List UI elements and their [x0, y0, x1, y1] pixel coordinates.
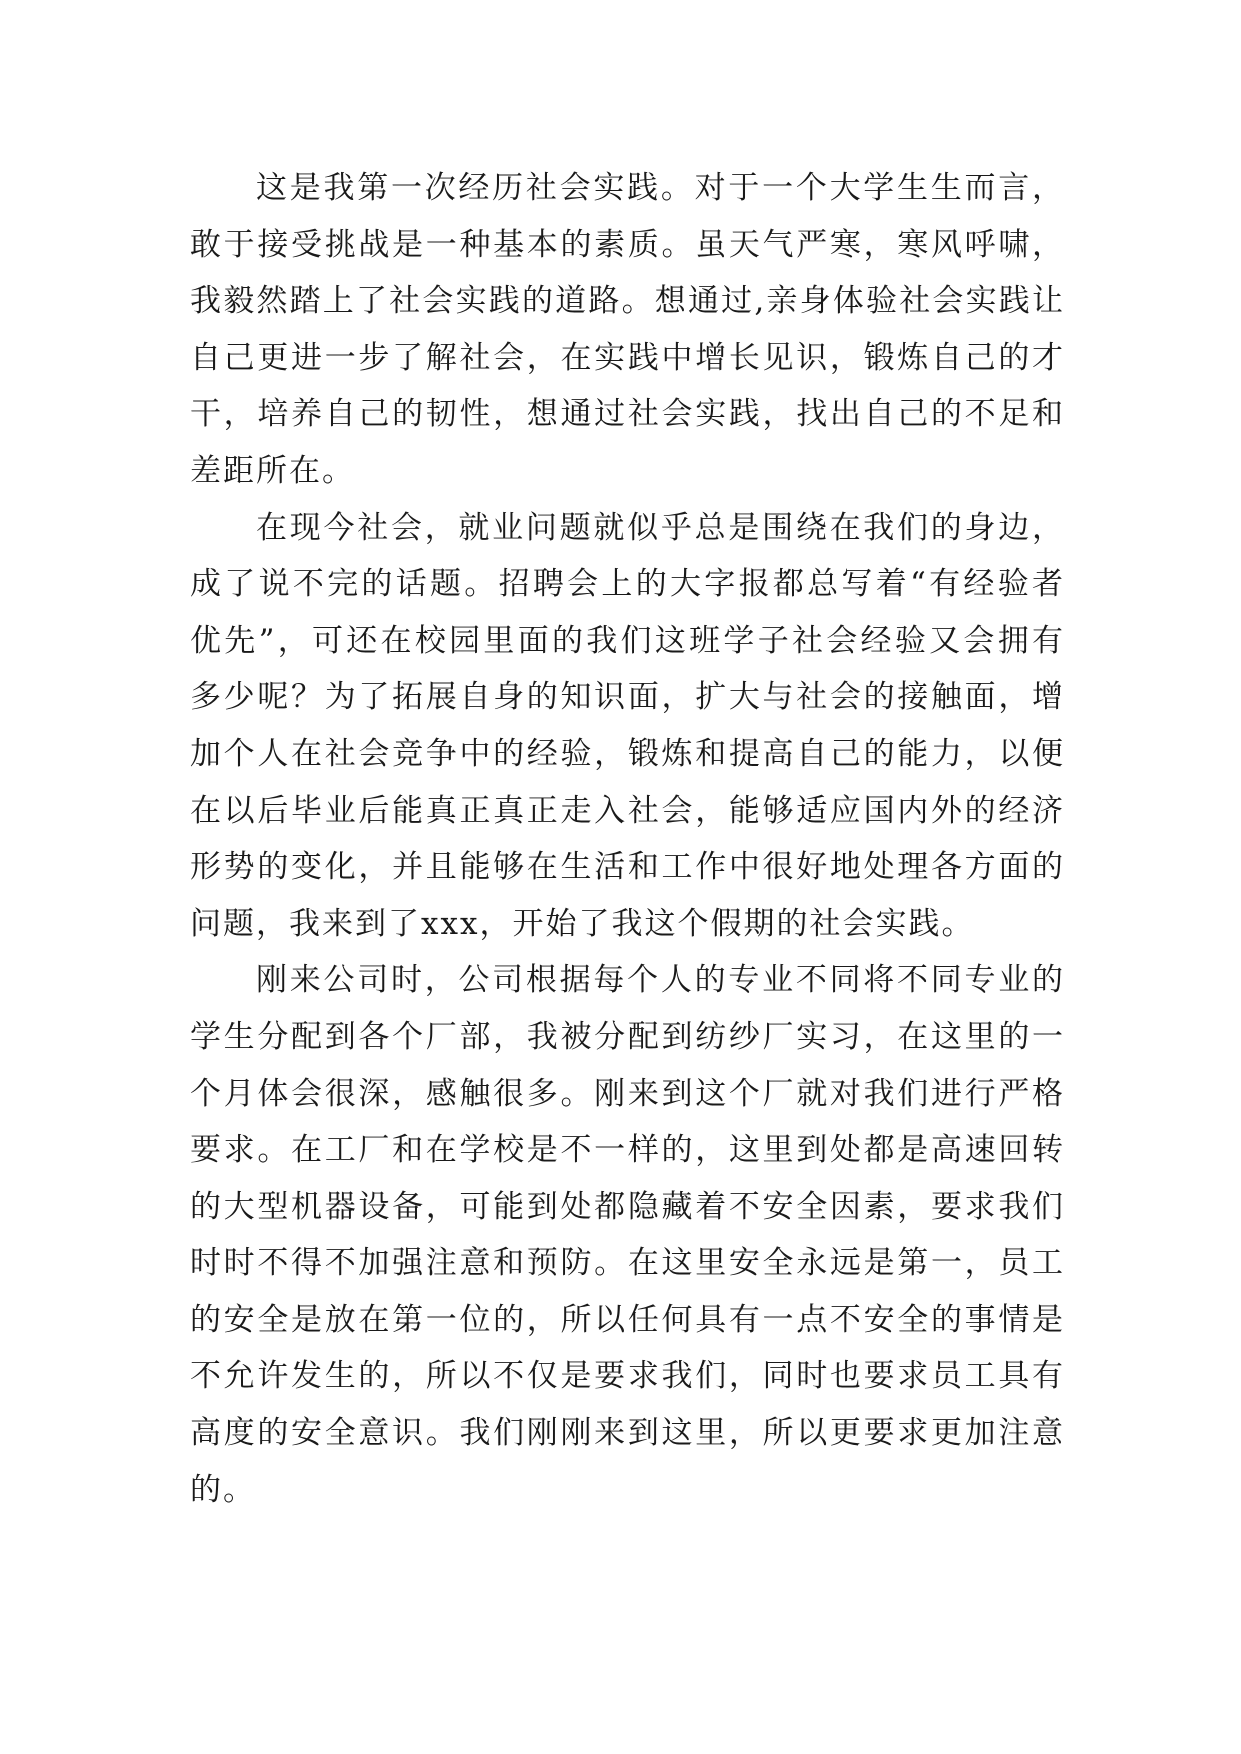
paragraph: 这是我第一次经历社会实践。对于一个大学生生而言，敢于接受挑战是一种基本的素质。虽天气严寒，寒风呼啸，我毅然踏上了社会实践的道路。想通过,亲身体验社会实践让自己更进一步了解社会，在实践中增长见识，锻炼自己的才干，培养自己的韧性，想通过社会实践，找出自己的不足和差距所在。 [190, 170, 1065, 489]
paragraph: 刚来公司时，公司根据每个人的专业不同将不同专业的学生分配到各个厂部，我被分配到纺纱厂实习，在这里的一个月体会很深，感触很多。刚来到这个厂就对我们进行严格要求。在工厂和在学校是不一样的，这里到处都是高速回转的大型机器设备，可能到处都隐藏着不安全因素，要求我们时时不得不加强注意和预防。在这里安全永远是第一，员工的安全是放在第一位的，所以任何具有一点不安全的事情是不允许发生的，所以不仅是要求我们，同时也要求员工具有高度的安全意识。我们刚刚来到这里，所以更要求更加注意的。 [190, 962, 1065, 1508]
document-body [190, 160, 1065, 1518]
paragraph: 在现今社会，就业问题就似乎总是围绕在我们的身边，成了说不完的话题。招聘会上的大字报都总写着“有经验者优先”，可还在校园里面的我们这班学子社会经验又会拥有多少呢？为了拓展自身的知识面，扩大与社会的接触面，增加个人在社会竞争中的经验，锻炼和提高自己的能力，以便在以后毕业后能真正真正走入社会，能够适应国内外的经济形势的变化，并且能够在生活和工作中很好地处理各方面的问题，我来到了xxx，开始了我这个假期的社会实践。 [190, 509, 1065, 942]
